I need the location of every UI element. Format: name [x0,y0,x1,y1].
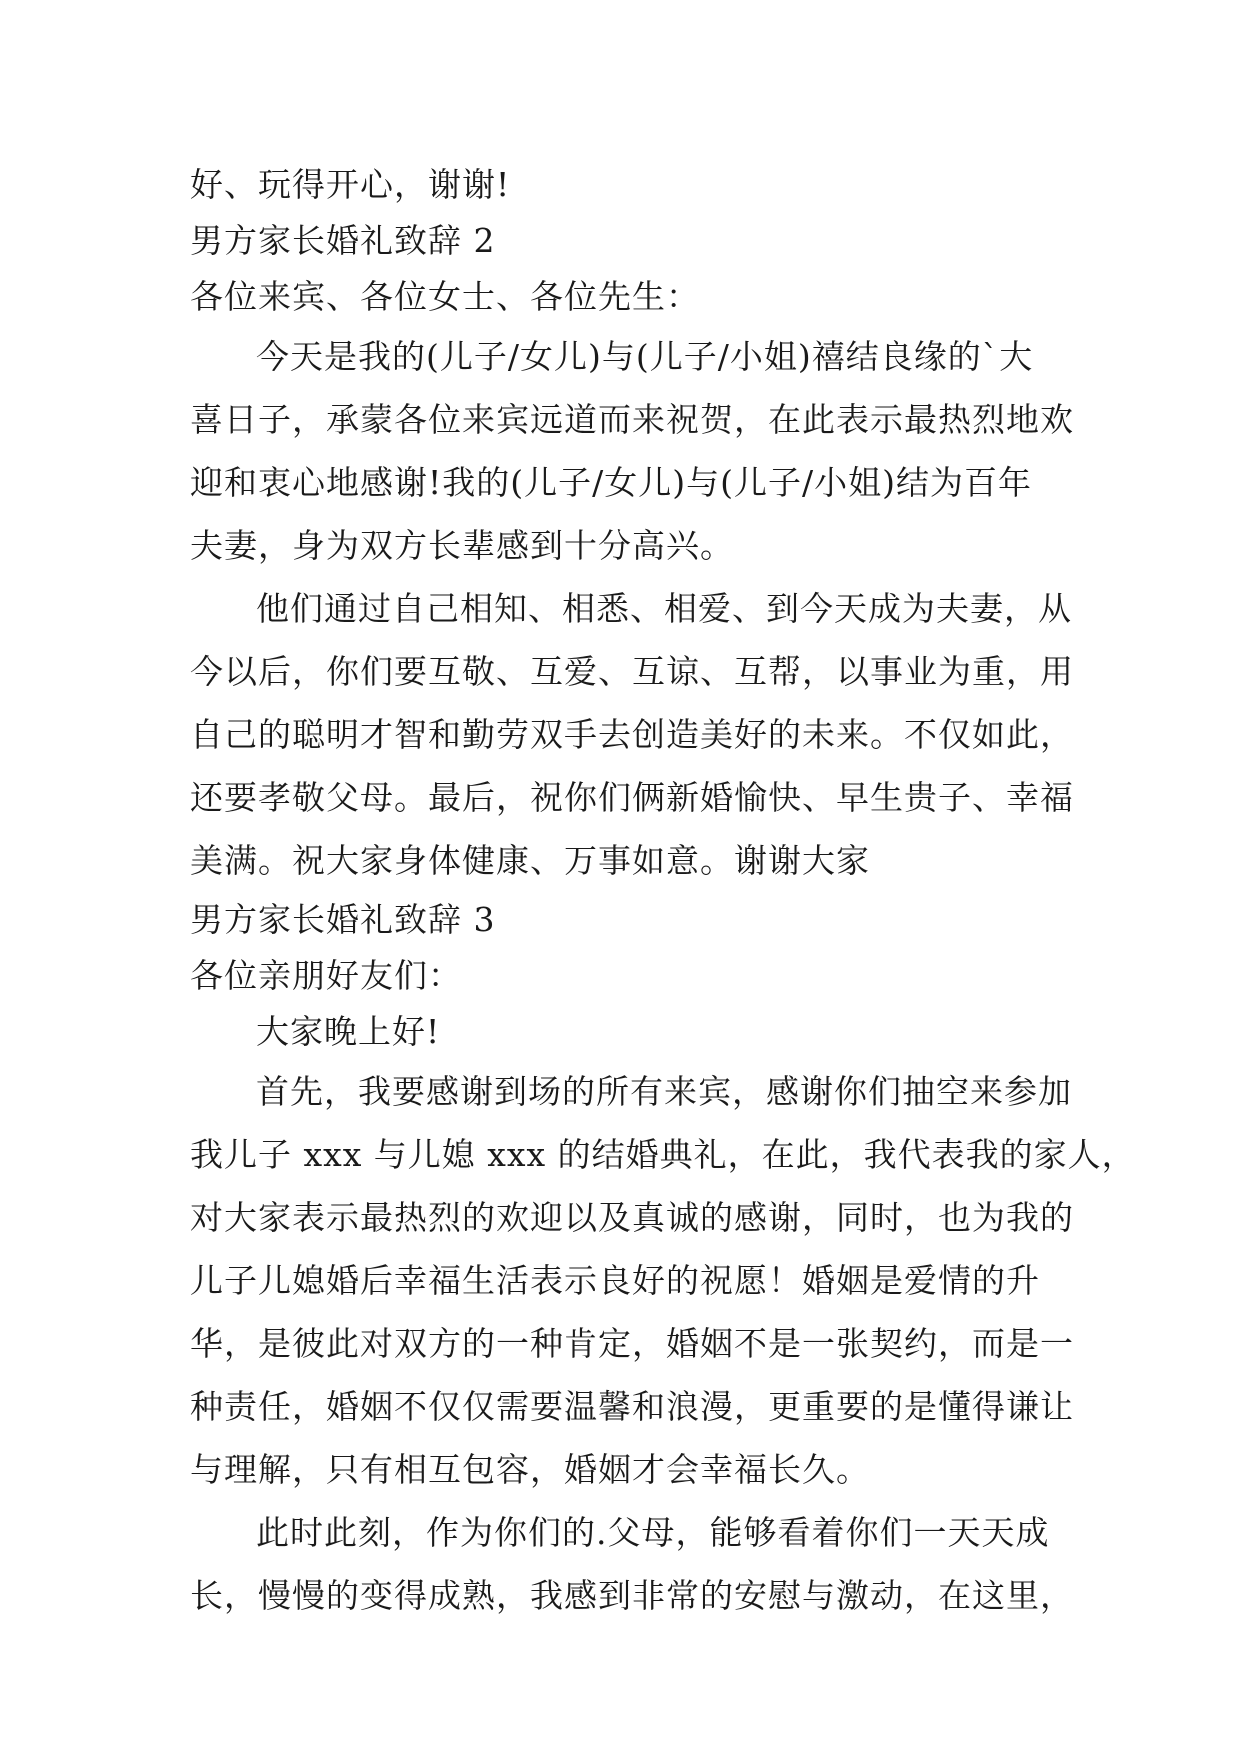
section-heading: 男方家长婚礼致辞 2 [190,221,496,260]
text-line: 我儿子 xxx 与儿媳 xxx 的结婚典礼，在此，我代表我的家人， [190,1135,1136,1174]
text-line: 还要孝敬父母。最后，祝你们俩新婚愉快、早生贵子、幸福 [190,778,1074,817]
text-line: 今天是我的(儿子/女儿)与(儿子/小姐)禧结良缘的`大 [256,337,1034,376]
text-line: 他们通过自己相知、相悉、相爱、到今天成为夫妻，从 [256,589,1072,628]
text-line: 首先，我要感谢到场的所有来宾，感谢你们抽空来参加 [256,1072,1072,1111]
text-line: 好、玩得开心，谢谢! [190,165,511,204]
greeting-line: 大家晚上好! [256,1012,441,1051]
document-body [190,157,1136,1627]
text-line: 自己的聪明才智和勤劳双手去创造美好的未来。不仅如此， [190,715,1074,754]
text-line: 夫妻，身为双方长辈感到十分高兴。 [190,526,734,565]
text-line: 儿子儿媳婚后幸福生活表示良好的祝愿！婚姻是爱情的升 [190,1261,1040,1300]
text-line: 对大家表示最热烈的欢迎以及真诚的感谢，同时，也为我的 [190,1198,1074,1237]
text-line: 美满。祝大家身体健康、万事如意。谢谢大家 [190,841,870,880]
salutation: 各位来宾、各位女士、各位先生： [190,277,700,316]
text-line: 此时此刻，作为你们的.父母，能够看着你们一天天成 [256,1513,1050,1552]
text-line: 种责任，婚姻不仅仅需要温馨和浪漫，更重要的是懂得谦让 [190,1387,1074,1426]
text-line: 长，慢慢的变得成熟，我感到非常的安慰与激动，在这里， [190,1576,1074,1615]
text-line: 华，是彼此对双方的一种肯定，婚姻不是一张契约，而是一 [190,1324,1074,1363]
text-line: 今以后，你们要互敬、互爱、互谅、互帮，以事业为重，用 [190,652,1074,691]
section-heading: 男方家长婚礼致辞 3 [190,900,496,939]
salutation: 各位亲朋好友们： [190,956,462,995]
text-line: 与理解，只有相互包容，婚姻才会幸福长久。 [190,1450,870,1489]
text-line: 迎和衷心地感谢!我的(儿子/女儿)与(儿子/小姐)结为百年 [190,463,1032,502]
text-line: 喜日子，承蒙各位来宾远道而来祝贺，在此表示最热烈地欢 [190,400,1074,439]
